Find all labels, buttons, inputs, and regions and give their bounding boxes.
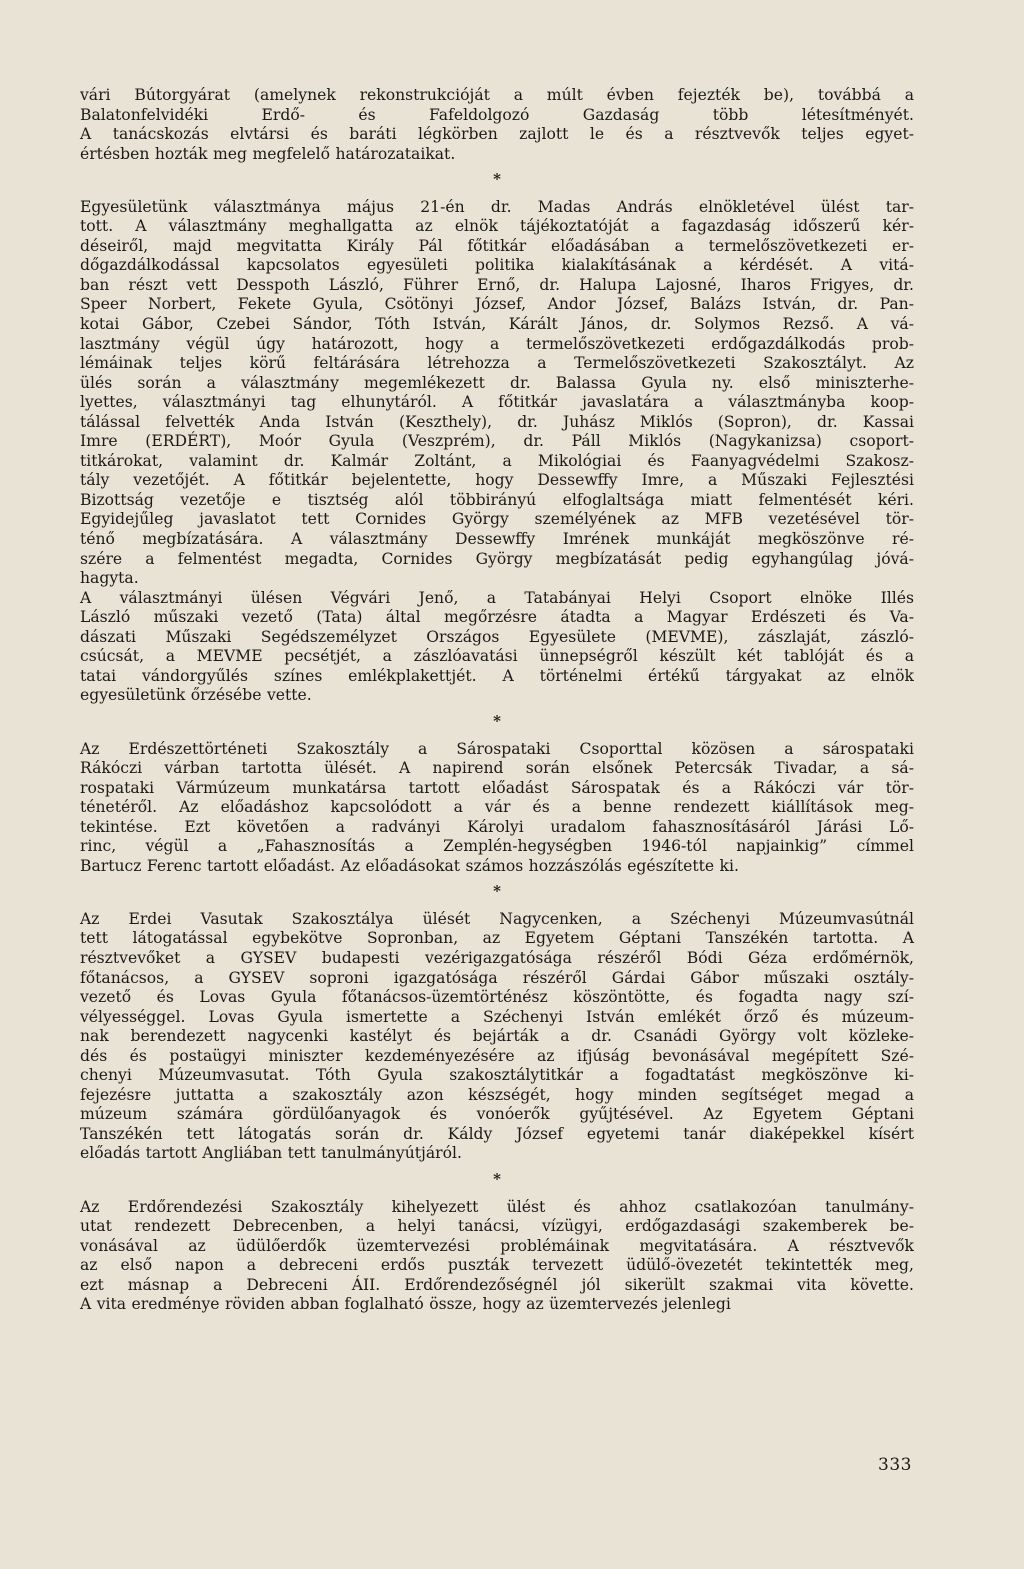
text-line: hagyta. — [80, 569, 139, 588]
text-line: tály vezetőjét. A főtitkár bejelentette, hogy Dessewffy Imre, a Műszaki Fejlesztési — [80, 471, 914, 490]
text-line: Balatonfelvidéki Erdő- és Fafeldolgozó Gazdaság több létesítményét. — [80, 105, 914, 124]
text-line: A vita eredménye röviden abban foglalható össze, hogy az üzemtervezés jelenlegi — [80, 1295, 731, 1314]
text-line: vonásával az üdülőerdők üzemtervezési problémáinak megvitatására. A résztvevők — [80, 1236, 914, 1255]
text-line: értésben hozták meg megfelelő határozataikat. — [80, 144, 456, 163]
text-line: előadás tartott Angliában tett tanulmányútjáról. — [80, 1144, 462, 1163]
text-line: Tanszékén tett látogatás során dr. Káldy József egyetemi tanár diaképekkel kísért — [80, 1124, 914, 1143]
text-line: Az Erdőrendezési Szakosztály kihelyezett ülést és ahhoz csatlakozóan tanulmány- — [80, 1197, 914, 1216]
text-line: Bartucz Ferenc tartott előadást. Az előadásokat számos hozzászólás egészítette ki. — [80, 856, 739, 875]
paragraph-block — [80, 86, 914, 164]
text-line: főtanácsos, a GYSEV soproni igazgatósága részéről Gárdai Gábor műszaki osztály- — [80, 968, 914, 987]
text-line: A választmányi ülésen Végvári Jenő, a Tatabányai Helyi Csoport elnöke Illés — [80, 588, 914, 607]
text-line: csúcsát, a MEVME pecsétjét, a zászlóavatási ünnepségről készült két tablóját és a — [80, 647, 914, 666]
text-line: tett látogatással egybekötve Sopronban, az Egyetem Géptani Tanszékén tartotta. A — [80, 929, 914, 948]
text-line: ezt másnap a Debreceni ÁII. Erdőrendezőségnél jól sikerült szakmai vita követte. — [80, 1275, 914, 1294]
text-line: vélyességgel. Lovas Gyula ismertette a Széchenyi István emlékét őrző és múzeum- — [80, 1007, 914, 1026]
section-separator: * — [493, 170, 501, 189]
section-separator: * — [493, 882, 501, 901]
text-line: chenyi Múzeumvasutat. Tóth Gyula szakosztálytitkár a fogadtatást megköszönve ki- — [80, 1066, 914, 1085]
text-line: ténő megbízatására. A választmány Dessewffy Imrének munkáját megköszönve ré- — [80, 530, 914, 549]
text-line: déseiről, majd megvitatta Király Pál főtitkár előadásában a termelőszövetkezeti er- — [80, 236, 914, 255]
text-line: egyesületünk őrzésébe vette. — [80, 686, 312, 705]
text-line: tálással felvették Anda István (Keszthely), dr. Juhász Miklós (Sopron), dr. Kassai — [80, 412, 914, 431]
text-line: lasztmány végül úgy határozott, hogy a termelőszövetkezeti erdőgazdálkodás prob- — [80, 334, 914, 353]
text-line: Bizottság vezetője e tisztség alól többirányú elfoglaltsága miatt felmentését kéri. — [80, 490, 914, 509]
text-line: nak berendezett nagycenki kastélyt és bejárták a dr. Csanádi György volt közleke- — [80, 1027, 914, 1046]
text-line: szére a felmentést megadta, Cornides György megbízatását pedig egyhangúlag jóvá- — [80, 549, 914, 568]
text-line: vári Bútorgyárat (amelynek rekonstrukcióját a múlt évben fejezték be), továbbá a — [80, 86, 914, 104]
text-line: Speer Norbert, Fekete Gyula, Csötönyi József, Andor József, Balázs István, dr. Pan- — [80, 295, 914, 314]
section-separator: * — [493, 1169, 501, 1188]
paragraph-block — [80, 1198, 914, 1315]
page-number: 333 — [878, 1455, 912, 1475]
text-line: dőgazdálkodással kapcsolatos egyesületi politika kialakításának a kérdését. A vitá- — [80, 256, 914, 275]
text-line: Az Erdészettörténeti Szakosztály a Sárospataki Csoporttal közösen a sárospataki — [80, 739, 914, 758]
text-line: múzeum számára gördülőanyagok és vonóerők gyűjtésével. Az Egyetem Géptani — [80, 1105, 914, 1124]
text-line: utat rendezett Debrecenben, a helyi tanácsi, vízügyi, erdőgazdasági szakemberek be- — [80, 1217, 914, 1236]
text-line: Imre (ERDÉRT), Moór Gyula (Veszprém), dr. Páll Miklós (Nagykanizsa) csoport- — [80, 432, 914, 451]
text-line: kotai Gábor, Czebei Sándor, Tóth István, Kárált János, dr. Solymos Rezső. A vá- — [80, 315, 914, 334]
text-line: lémáinak teljes körű feltárására létrehozza a Termelőszövetkezeti Szakosztályt. Az — [80, 354, 914, 373]
text-line: rospataki Vármúzeum munkatársa tartott előadást Sárospatak és a Rákóczi vár tör- — [80, 778, 914, 797]
text-line: az első napon a debreceni erdős puszták tervezett üdülő-övezetét tekintették meg, — [80, 1256, 914, 1275]
text-line: Egyesületünk választmánya május 21-én dr. Madas András elnökletével ülést tar- — [80, 197, 914, 216]
text-line: Egyidejűleg javaslatot tett Cornides György személyének az MFB vezetésével tör- — [80, 510, 914, 529]
text-line: fejezésre juttatta a szakosztály azon készségét, hogy minden segítséget megad a — [80, 1085, 914, 1104]
text-line: ban részt vett Desspoth László, Führer Ernő, dr. Halupa Lajosné, Iharos Frigyes, dr. — [80, 275, 914, 294]
text-line: résztvevőket a GYSEV budapesti vezérigazgatósága részéről Bódi Géza erdőmérnök, — [80, 948, 914, 967]
text-line: titkárokat, valamint dr. Kalmár Zoltánt, a Mikológiai és Faanyagvédelmi Szakosz- — [80, 451, 914, 470]
page-body — [80, 86, 914, 1315]
text-line: László műszaki vezető (Tata) által megőrzésre átadta a Magyar Erdészeti és Va- — [80, 608, 914, 627]
text-line: tekintése. Ezt követően a radványi Károlyi uradalom fahasznosításáról Járási Lő- — [80, 817, 914, 836]
text-line: vezető és Lovas Gyula főtanácsos-üzemtörténész köszöntötte, és fogadta nagy szí- — [80, 988, 914, 1007]
text-line: tatai vándorgyűlés színes emlékplakettjét. A történelmi értékű tárgyakat az elnök — [80, 666, 914, 685]
text-line: tott. A választmány meghallgatta az elnök tájékoztatóját a fagazdaság időszerű kér- — [80, 217, 914, 236]
text-line: ülés során a választmány megemlékezett dr. Balassa Gyula ny. első miniszterhe- — [80, 373, 914, 392]
text-line: Rákóczi várban tartotta ülését. A napirend során elsőnek Petercsák Tivadar, a sá- — [80, 759, 914, 778]
paragraph-block — [80, 910, 914, 1164]
paragraph-block — [80, 740, 914, 877]
paragraph-block — [80, 198, 914, 706]
section-separator: * — [493, 711, 501, 730]
text-line: rinc, végül a „Fahasznosítás a Zemplén-hegységben 1946-tól napjainkig” címmel — [80, 837, 914, 856]
text-line: A tanácskozás elvtársi és baráti légkörben zajlott le és a résztvevők teljes egyet- — [80, 125, 914, 144]
text-line: lyettes, választmányi tag elhunytáról. A főtitkár javaslatára a választmányba koop- — [80, 393, 914, 412]
text-line: ténetéről. Az előadáshoz kapcsolódott a vár és a benne rendezett kiállítások meg- — [80, 798, 914, 817]
text-line: dászati Műszaki Segédszemélyzet Országos Egyesülete (MEVME), zászlaját, zászló- — [80, 627, 914, 646]
text-line: dés és postaügyi miniszter kezdeményezésére az ifjúság bevonásával megépített Szé- — [80, 1046, 914, 1065]
text-line: Az Erdei Vasutak Szakosztálya ülését Nagycenken, a Széchenyi Múzeumvasútnál — [80, 909, 914, 928]
